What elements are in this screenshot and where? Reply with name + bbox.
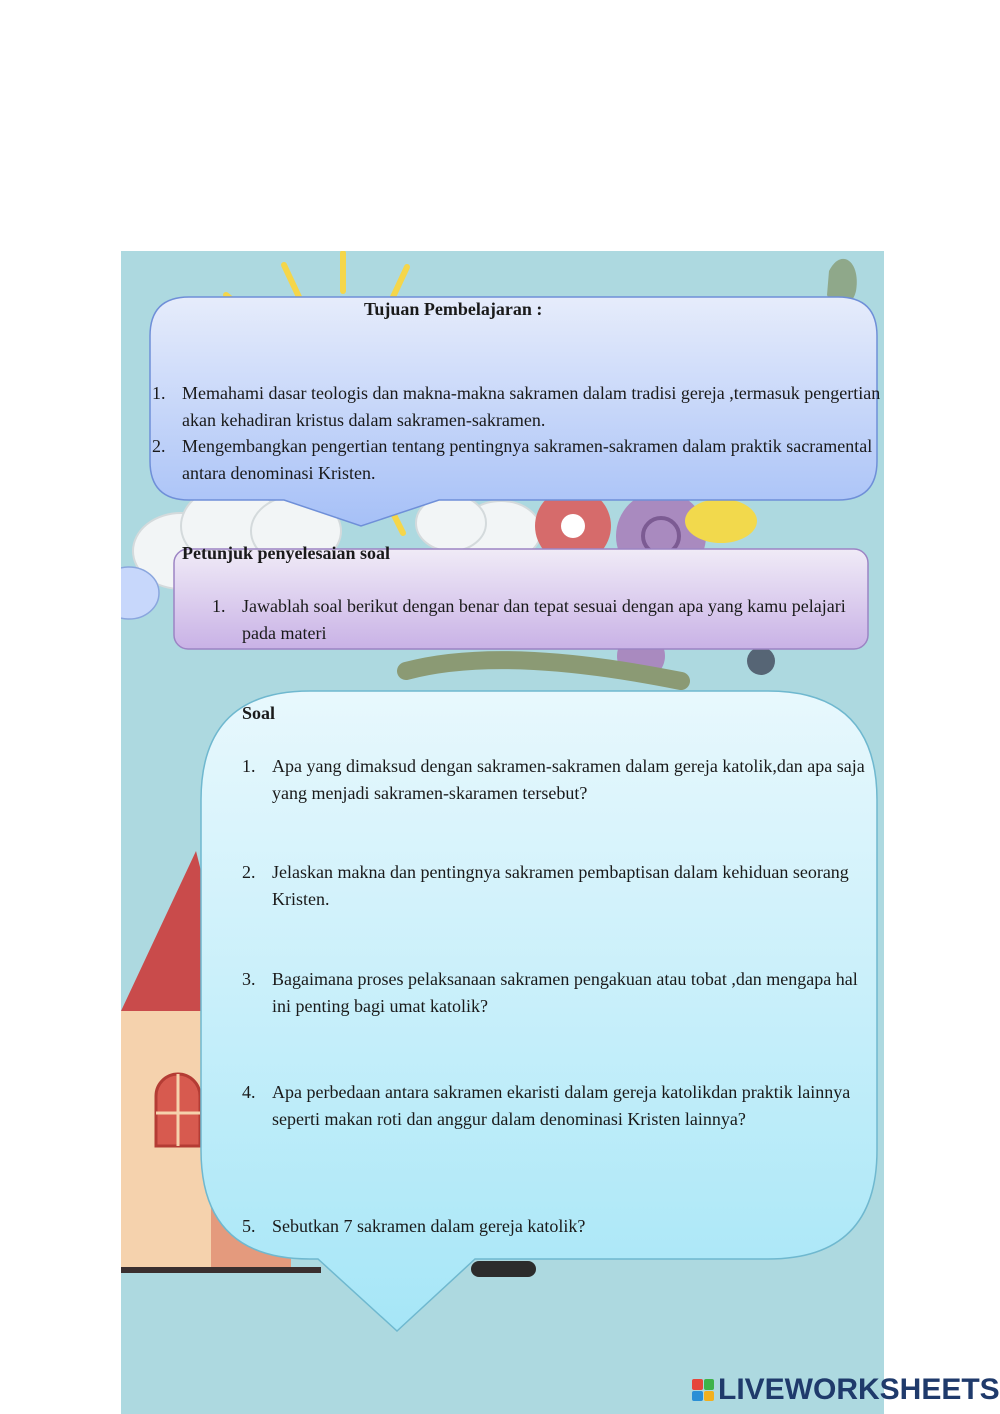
question-text: Bagaimana proses pelaksanaan sakramen pengakuan atau tobat ,dan mengapa hal ini penting bagi umat katolik? [272, 969, 858, 1016]
question-number: 4. [242, 1082, 256, 1102]
questions-callout [200, 690, 878, 1335]
objectives-callout [149, 296, 881, 528]
instructions-title: Petunjuk penyelesaian soal [182, 543, 391, 563]
question-item [242, 753, 877, 859]
question-text: Apa yang dimaksud dengan sakramen-sakramen dalam gereja katolik,dan apa saja yang menjadi sakramen-skaramen tersebut? [272, 756, 865, 803]
list-text: Jawablah soal berikut dengan benar dan tepat sesuai dengan apa yang kamu pelajari pada materi [242, 596, 846, 643]
logo-square [704, 1379, 715, 1390]
question-number: 2. [242, 862, 256, 882]
logo-square [692, 1379, 703, 1390]
question-item [242, 1213, 877, 1240]
list-item [152, 380, 882, 433]
objectives-title: Tujuan Pembelajaran : [364, 299, 543, 319]
list-number: 1. [212, 596, 226, 616]
objectives-list [152, 380, 882, 486]
question-text: Jelaskan makna dan pentingnya sakramen pembaptisan dalam kehiduan seorang Kristen. [272, 862, 849, 909]
questions-list [242, 753, 877, 1240]
question-text: Sebutkan 7 sakramen dalam gereja katolik? [272, 1216, 586, 1236]
question-number: 3. [242, 969, 256, 989]
instructions-list [212, 593, 857, 646]
question-item [242, 1079, 877, 1213]
liveworksheets-logo[interactable] [692, 1373, 1000, 1407]
question-item [242, 859, 877, 966]
question-item [242, 966, 877, 1079]
logo-text: LIVEWORKSHEETS [718, 1373, 1000, 1406]
questions-title: Soal [242, 703, 276, 723]
question-text: Apa perbedaan antara sakramen ekaristi dalam gereja katolikdan praktik lainnya seperti makan roti dan anggur dalam denominasi Kristen lainnya? [272, 1082, 851, 1129]
list-number: 2. [152, 436, 166, 456]
list-text: Memahami dasar teologis dan makna-makna sakramen dalam tradisi gereja ,termasuk pengertian akan kehadiran kristus dalam sakramen-sakramen. [182, 383, 881, 430]
logo-square [692, 1391, 703, 1402]
list-text: Mengembangkan pengertian tentang pentingnya sakramen-sakramen dalam praktik sacramental antara denominasi Kristen. [182, 436, 873, 483]
question-number: 1. [242, 756, 256, 776]
question-number: 5. [242, 1216, 256, 1236]
list-item [212, 593, 857, 646]
list-item [152, 433, 882, 486]
logo-square [704, 1391, 715, 1402]
list-number: 1. [152, 383, 166, 403]
liveworksheets-logo-icon [692, 1379, 714, 1401]
instructions-callout [173, 543, 869, 650]
